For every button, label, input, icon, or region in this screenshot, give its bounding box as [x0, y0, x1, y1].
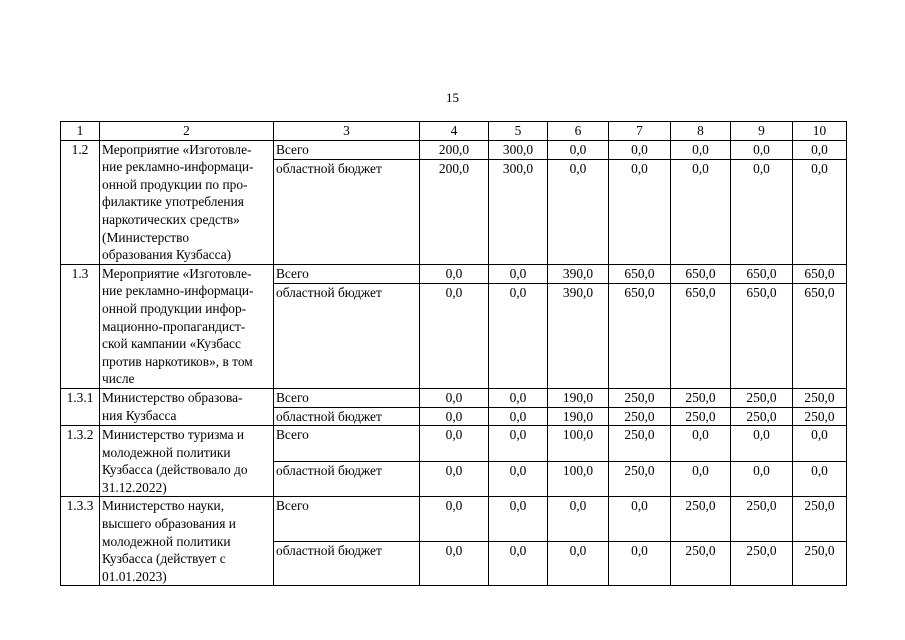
- measure-name-line: онной продукции по про-: [102, 176, 248, 192]
- value-cell: 0,0: [731, 426, 793, 462]
- value-cell: 650,0: [671, 283, 731, 388]
- measure-name-line: Министерство туризма и: [102, 427, 245, 443]
- value-cell: 250,0: [671, 541, 731, 585]
- value-cell: 0,0: [489, 426, 548, 462]
- header-cell: 10: [793, 122, 847, 141]
- table-row: [61, 497, 847, 541]
- measure-name: [100, 140, 274, 264]
- measure-name-line: 31.12.2022): [102, 479, 167, 495]
- value-cell: 100,0: [548, 461, 609, 497]
- measure-name-line: Мероприятие «Изготовле-: [102, 265, 252, 281]
- row-number: 1.3.2: [61, 426, 100, 497]
- row-number: 1.3.1: [61, 388, 100, 425]
- value-cell: 0,0: [420, 388, 489, 407]
- value-cell: 0,0: [489, 388, 548, 407]
- value-cell: 0,0: [420, 497, 489, 541]
- value-cell: 0,0: [420, 461, 489, 497]
- value-cell: 0,0: [548, 140, 609, 159]
- measure-name-line: против наркотиков», в том: [102, 353, 253, 369]
- measure-name-line: образования Кузбасса): [102, 247, 232, 263]
- value-cell: 390,0: [548, 264, 609, 283]
- value-cell: 0,0: [420, 541, 489, 585]
- value-cell: 0,0: [793, 461, 847, 497]
- measure-name-line: Кузбасса (действует с: [102, 551, 226, 567]
- value-cell: 0,0: [793, 140, 847, 159]
- value-cell: 0,0: [671, 461, 731, 497]
- measure-name-line: Министерство науки,: [102, 498, 225, 514]
- measure-name-line: ния Кузбасса: [102, 407, 177, 423]
- value-cell: 0,0: [420, 283, 489, 388]
- value-cell: 0,0: [489, 541, 548, 585]
- value-cell: 190,0: [548, 388, 609, 407]
- measure-name-line: наркотических средств»: [102, 211, 240, 227]
- header-cell: 8: [671, 122, 731, 141]
- measure-name-line: онной продукции инфор-: [102, 300, 247, 316]
- measure-name: [100, 388, 274, 425]
- header-cell: 9: [731, 122, 793, 141]
- row-number: 1.3: [61, 264, 100, 388]
- value-cell: 250,0: [671, 388, 731, 407]
- value-cell: 650,0: [609, 264, 671, 283]
- value-cell: 250,0: [609, 461, 671, 497]
- page-number: 15: [446, 90, 459, 105]
- measure-name: [100, 264, 274, 388]
- value-cell: 100,0: [548, 426, 609, 462]
- header-cell: 3: [274, 122, 420, 141]
- value-cell: 0,0: [609, 159, 671, 264]
- value-cell: 300,0: [489, 159, 548, 264]
- value-cell: 250,0: [671, 497, 731, 541]
- funding-source: областной бюджет: [274, 461, 420, 497]
- value-cell: 0,0: [731, 461, 793, 497]
- value-cell: 0,0: [609, 541, 671, 585]
- value-cell: 250,0: [793, 541, 847, 585]
- value-cell: 650,0: [609, 283, 671, 388]
- value-cell: 650,0: [731, 264, 793, 283]
- value-cell: 250,0: [731, 497, 793, 541]
- measure-name-line: ние рекламно-информаци-: [102, 159, 254, 175]
- value-cell: 0,0: [420, 264, 489, 283]
- budget-table: [60, 121, 847, 586]
- measure-name-line: филактике употребления: [102, 194, 244, 210]
- header-cell: 5: [489, 122, 548, 141]
- value-cell: 0,0: [731, 159, 793, 264]
- funding-source: Всего: [274, 264, 420, 283]
- value-cell: 300,0: [489, 140, 548, 159]
- header-cell: 6: [548, 122, 609, 141]
- value-cell: 390,0: [548, 283, 609, 388]
- table-row: [61, 140, 847, 159]
- funding-source: областной бюджет: [274, 407, 420, 426]
- value-cell: 0,0: [420, 426, 489, 462]
- measure-name: [100, 497, 274, 586]
- funding-source: Всего: [274, 388, 420, 407]
- value-cell: 0,0: [489, 283, 548, 388]
- value-cell: 0,0: [671, 159, 731, 264]
- value-cell: 0,0: [671, 426, 731, 462]
- value-cell: 0,0: [731, 140, 793, 159]
- value-cell: 0,0: [548, 159, 609, 264]
- header-cell: 1: [61, 122, 100, 141]
- value-cell: 650,0: [731, 283, 793, 388]
- value-cell: 200,0: [420, 140, 489, 159]
- value-cell: 250,0: [793, 388, 847, 407]
- row-number: 1.3.3: [61, 497, 100, 586]
- value-cell: 0,0: [548, 541, 609, 585]
- value-cell: 250,0: [671, 407, 731, 426]
- value-cell: 250,0: [731, 388, 793, 407]
- value-cell: 250,0: [793, 497, 847, 541]
- value-cell: 650,0: [671, 264, 731, 283]
- header-cell: 2: [100, 122, 274, 141]
- table-row: [61, 264, 847, 283]
- measure-name-line: Кузбасса (действовало до: [102, 462, 248, 478]
- funding-source: областной бюджет: [274, 541, 420, 585]
- row-number: 1.2: [61, 140, 100, 264]
- funding-source: Всего: [274, 140, 420, 159]
- funding-source: Всего: [274, 426, 420, 462]
- value-cell: 190,0: [548, 407, 609, 426]
- measure-name-line: (Министерство: [102, 229, 190, 245]
- header-cell: 4: [420, 122, 489, 141]
- value-cell: 0,0: [489, 264, 548, 283]
- value-cell: 0,0: [489, 407, 548, 426]
- header-row: [61, 122, 847, 141]
- measure-name-line: мационно-пропагандист-: [102, 318, 246, 334]
- value-cell: 0,0: [489, 461, 548, 497]
- value-cell: 250,0: [731, 541, 793, 585]
- measure-name-line: Мероприятие «Изготовле-: [102, 141, 252, 157]
- table-row: [61, 388, 847, 407]
- value-cell: 250,0: [609, 426, 671, 462]
- value-cell: 250,0: [609, 407, 671, 426]
- value-cell: 250,0: [609, 388, 671, 407]
- measure-name-line: молодежной политики: [102, 444, 231, 460]
- measure-name-line: числе: [102, 371, 135, 387]
- measure-name-line: молодежной политики: [102, 533, 231, 549]
- value-cell: 0,0: [609, 140, 671, 159]
- measure-name-line: ской кампании «Кузбасс: [102, 336, 241, 352]
- value-cell: 0,0: [489, 497, 548, 541]
- value-cell: 250,0: [731, 407, 793, 426]
- value-cell: 0,0: [671, 140, 731, 159]
- value-cell: 0,0: [548, 497, 609, 541]
- funding-source: областной бюджет: [274, 283, 420, 388]
- value-cell: 200,0: [420, 159, 489, 264]
- measure-name: [100, 426, 274, 497]
- value-cell: 0,0: [793, 426, 847, 462]
- value-cell: 0,0: [420, 407, 489, 426]
- measure-name-line: Министерство образова-: [102, 389, 243, 405]
- measure-name-line: высшего образования и: [102, 516, 236, 532]
- value-cell: 250,0: [793, 407, 847, 426]
- header-cell: 7: [609, 122, 671, 141]
- value-cell: 650,0: [793, 283, 847, 388]
- measure-name-line: ние рекламно-информаци-: [102, 283, 254, 299]
- funding-source: областной бюджет: [274, 159, 420, 264]
- measure-name-line: 01.01.2023): [102, 568, 167, 584]
- value-cell: 650,0: [793, 264, 847, 283]
- table-row: [61, 426, 847, 462]
- value-cell: 0,0: [793, 159, 847, 264]
- funding-source: Всего: [274, 497, 420, 541]
- value-cell: 0,0: [609, 497, 671, 541]
